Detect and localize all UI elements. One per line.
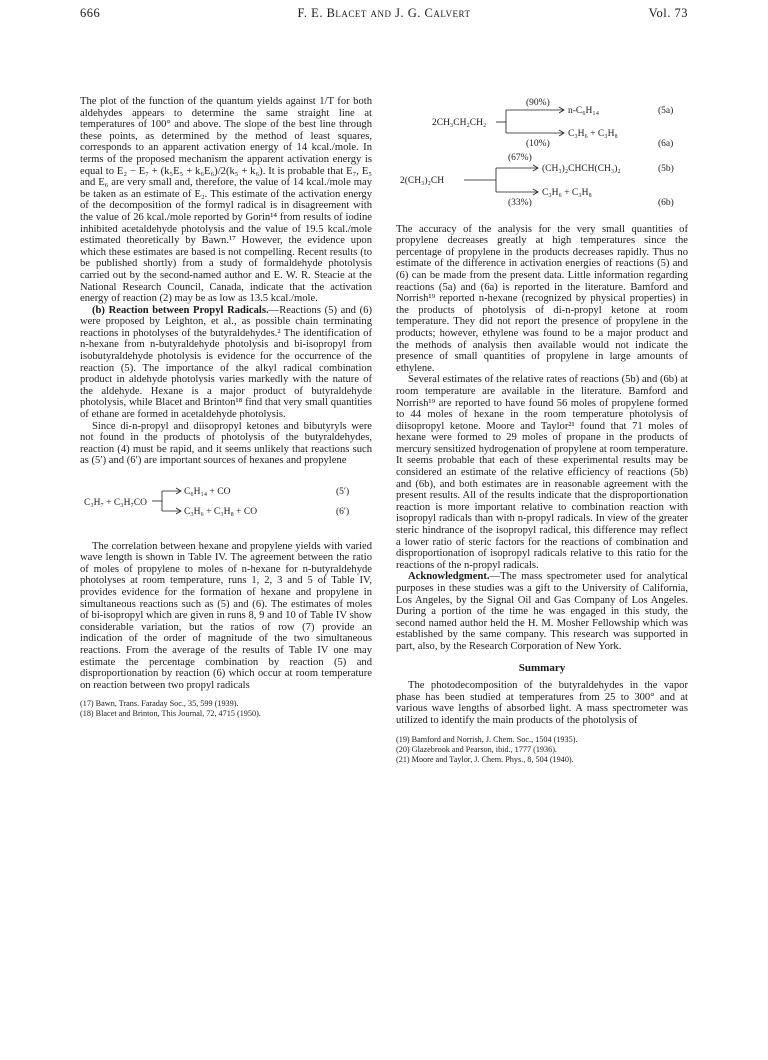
footnote: (19) Bamford and Norrish, J. Chem. Soc., 1504 (1935). <box>396 734 578 744</box>
product-upper: n-C₆H₁₄ <box>568 106 600 116</box>
reaction-number: (6′) <box>336 507 350 517</box>
reaction-number: (6b) <box>658 198 674 208</box>
percentage: (67%) <box>508 153 532 163</box>
footnote: (18) Blacet and Brinton, This Journal, 72, 4715 (1950). <box>80 709 261 719</box>
reaction-number: (5′) <box>336 487 350 497</box>
product-upper: C₆H₁₄ + CO <box>184 487 231 497</box>
product-lower: C₃H₆ + C₃H₈ + CO <box>184 507 258 517</box>
section-heading: (b) Reaction between Propyl Radicals. <box>92 304 269 316</box>
reactant: 2(CH₃)₂CH <box>400 176 445 186</box>
product-lower: C₃H₆ + C₃H₈ <box>568 129 618 139</box>
footnote: (17) Bawn, Trans. Faraday Soc., 35, 599 (1939). <box>80 699 239 709</box>
reaction-number: (6a) <box>658 139 674 149</box>
paragraph-text: —Reactions (5) and (6) were proposed by Leighton, et al., as possible chain terminating reactions in photolyses of the butyraldehydes.² The identification of n-hexane from n-butyraldehyde photolysis and bi-isopropyl from isobutyraldehyde photolysis is evidence for the occurrence of the reaction (5). The importance of the alkyl radical combination product in aldehyde photolysis varies markedly with the nature of the aldehyde. Hexane is a major product of butyraldehyde photolysis, while Blacet and Brinton¹⁸ find that very small quantities of ethane are formed in acetaldehyde photolysis. <box>80 304 372 421</box>
page-number: 666 <box>80 6 101 20</box>
paragraph-text: —The mass spectrometer used for analytical purposes in these studies was a gift to the University of California, Los Angeles, by the Signal Oil and Gas Company of Los Angeles. During a portion of the time he was engaged in this study, the second named author held the H. M. Mosher Fellowship which was established by the same company. This research was supported in part, also, by the Research Corporation of New York. <box>396 571 688 652</box>
reaction-scheme-right <box>396 96 688 216</box>
paragraph: The photodecomposition of the butyraldehydes in the vapor phase has been studied at temperatures from 25 to 300° and at various wave lengths of absorbed light. A mass spectrometer was utilized to identify the main products of the photolysis of <box>396 680 688 726</box>
left-column <box>80 96 372 719</box>
paragraph: Several estimates of the relative rates of reactions (5b) and (6b) at room temperature are available in the literature. Bamford and Norrish¹⁹ are reported to have found 56 moles of propylene formed to 44 moles of hexane in the room temperature photolysis of diisopropyl ketone. Moore and Taylor²¹ found that 71 moles of hexane were formed to 29 moles of propane in the products of mercury sensitized hydrogenation of propylene at room temperature. It seems probable that each of these experimental results may be considered an estimate of the relative efficiency of reactions (5b) and (6b), and both estimates are in reasonable agreement with the present results. All of the results indicate that the disproportionation reaction is more important relative to combination reaction with isopropyl radicals than with n-propyl radicals. In view of the greater steric hindrance of the isopropyl radical, this difference may reflect a lower ratio of steric factors for the reactions of combination and disproportionation of isopropyl radicals relative to this ratio for the reactions of the n-propyl radicals. <box>396 374 688 571</box>
paragraph: The correlation between hexane and propylene yields with varied wave length is shown in Table IV. The agreement between the ratio of moles of propylene to moles of n-hexane for n-butyraldehyde photolyses at room temperature, runs 1, 2, 3 and 5 of Table IV, provides evidence for the formation of hexane and propylene in simultaneous reactions such as (5) and (6). The estimates of moles of bi-isopropyl which are given in runs 8, 9 and 10 of Table IV show considerable variation, but the ratios of row (7) provide an indication of the order of magnitude of the two simultaneous reactions. From the average of the results of Table IV one may estimate the percentage combination by reaction (5) and disproportionation by reaction (6) which occur at room temperature on reaction between two propyl radicals <box>80 540 372 691</box>
volume-label: Vol. 73 <box>648 6 688 20</box>
footnote: (21) Moore and Taylor, J. Chem. Phys., 8, 504 (1940). <box>396 754 574 764</box>
reactant: C₃H₇ + C₃H₇CO <box>84 498 147 508</box>
product-upper: (CH₃)₂CHCH(CH₃)₂ <box>542 164 621 174</box>
paragraph <box>396 571 688 652</box>
paragraph: Since di-n-propyl and diisopropyl ketones and bibutyryls were not found in the products of photolysis of the butyraldehydes, reaction (4) must be rapid, and it seems unlikely that reactions such as (5′) and (6′) are important sources of hexanes and propylene <box>80 420 372 467</box>
paragraph <box>80 305 372 421</box>
percentage: (10%) <box>526 139 550 149</box>
running-authors: F. E. Blacet and J. G. Calvert <box>297 6 471 20</box>
product-lower: C₃H₆ + C₃H₈ <box>542 188 592 198</box>
summary-heading: Summary <box>518 661 566 674</box>
footnotes <box>396 735 688 765</box>
reaction-scheme-left <box>80 473 372 529</box>
page-header <box>0 6 768 26</box>
right-column <box>396 96 688 765</box>
reactant: 2CH₃CH₂CH₂ <box>432 118 487 128</box>
paragraph: The plot of the function of the quantum yields against 1/T for both aldehydes appears to determine the same straight line at temperatures of 100° and above. The slope of the best line through these points, as determined by the method of least squares, corresponds to an apparent activation energy of 14 kcal./mole. In terms of the proposed mechanism the apparent activation energy is equal to E₂ − E₇ + (k₅E₅ + k₆E₆)/2(k₅ + k₆). It is probable that E₇, E₅ and E₆ are very small and, therefore, the value of 14 kcal./mole may be taken as an estimate of E₂. This estimate of the activation energy of the decomposition of the formyl radical is in disagreement with the value of 26 kcal./mole reported by Gorin¹⁴ from results of iodine inhibited acetaldehyde photolysis and the value of 19.5 kcal./mole estimated theoretically by Bawn.¹⁷ However, the evidence upon which these estimates are based is not compelling. Recent results (to be published shortly) from a study of formaldehyde photolysis carried out by the second-named author and E. W. R. Steacie at the National Research Council, Canada, indicate that the activation energy of reaction (2) may be as low as 13.5 kcal./mole. <box>80 96 372 305</box>
reaction-number: (5a) <box>658 106 674 116</box>
percentage: (90%) <box>526 98 550 108</box>
reaction-number: (5b) <box>658 164 674 174</box>
section-heading: Acknowledgment. <box>408 571 490 583</box>
paragraph: The accuracy of the analysis for the very small quantities of propylene decreases greatly at high temperatures since the percentage of propylene in the products decreases rapidly. Thus no estimate of the difference in activation energies of reactions (5) and (6) can be made from the present data. Little information regarding reactions (5a) and (6a) is reported in the literature. Bamford and Norrish¹⁹ reported n-hexane (recognized by physical properties) in the products of photolysis of di-n-propyl ketone at room temperature. They did not report the presence of propylene in the products; however, ethylene was found to be a major product and the methods of analysis then available would not indicate the presence of small quantities of propylene in large amounts of ethylene. <box>396 223 688 374</box>
footnotes <box>80 699 372 719</box>
percentage: (33%) <box>508 198 532 208</box>
footnote: (20) Glazebrook and Pearson, ibid., 1777 (1936). <box>396 744 557 754</box>
